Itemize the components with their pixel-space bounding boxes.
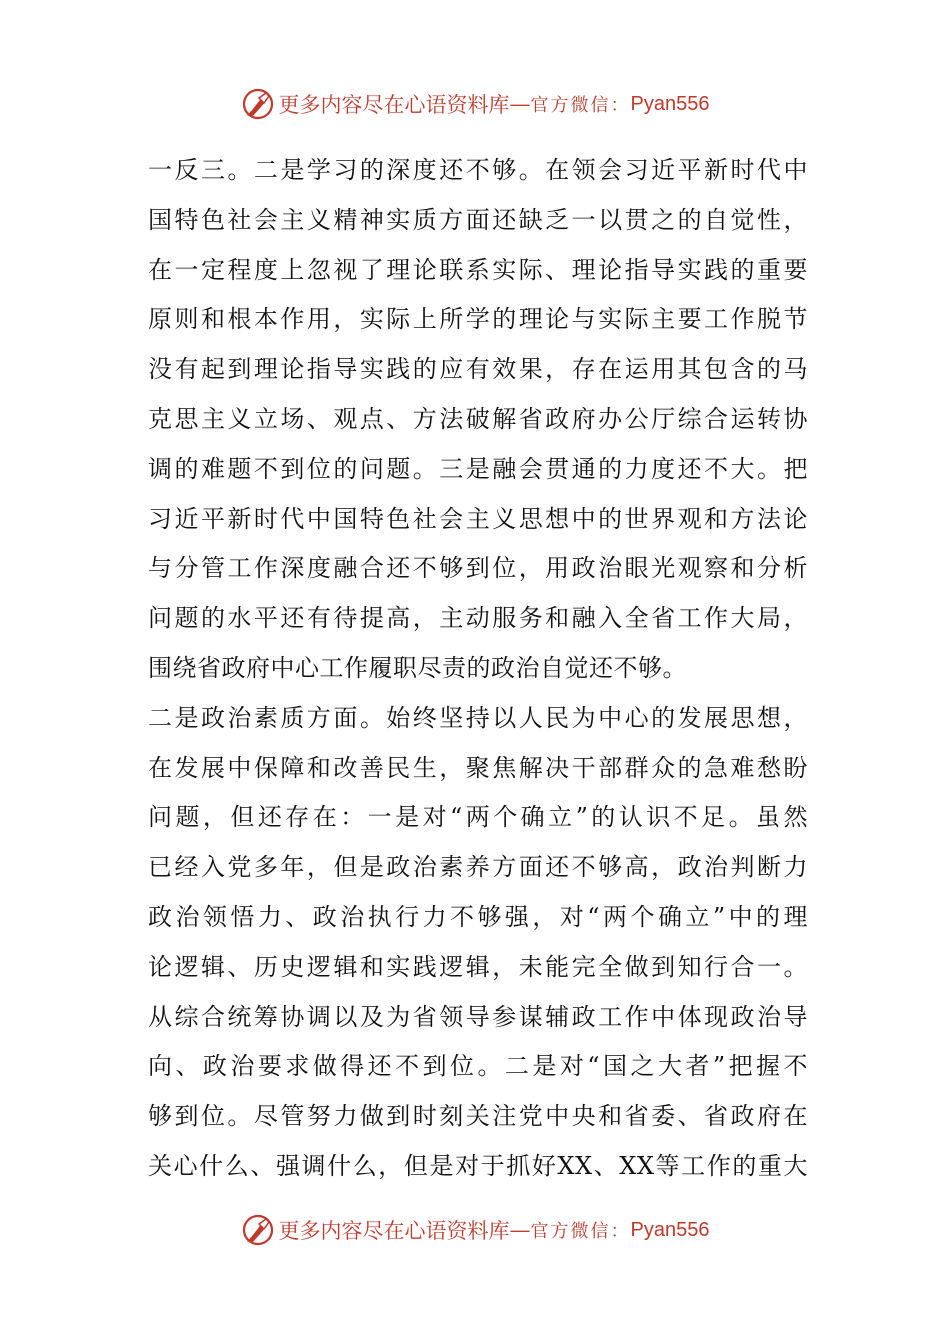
banner-wechat-id: Pyan556 xyxy=(630,92,710,115)
footer-watermark-banner xyxy=(0,1210,950,1250)
text-line: 与分管工作深度融合还不够到位，用政治眼光观察和分析 xyxy=(148,554,808,583)
text-line: 二是政治素质方面。始终坚持以人民为中心的发展思想， xyxy=(148,703,808,732)
text-line: 原则和根本作用，实际上所学的理论与实际主要工作脱节 xyxy=(148,305,808,334)
text-line: 在发展中保障和改善民生，聚焦解决干部群众的急难愁盼 xyxy=(148,753,808,782)
text-line: 关心什么、强调什么，但是对于抓好XX、XX等工作的重大 xyxy=(148,1151,808,1180)
text-line: 围绕省政府中心工作履职尽责的政治自觉还不够。 xyxy=(148,653,687,682)
text-line: 论逻辑、历史逻辑和实践逻辑，未能完全做到知行合一。 xyxy=(148,952,808,981)
text-line: 政治领悟力、政治执行力不够强，对“两个确立”中的理 xyxy=(148,902,808,931)
document-body xyxy=(148,146,808,1192)
text-line: 一反三。二是学习的深度还不够。在领会习近平新时代中 xyxy=(148,156,808,184)
banner-wechat-label: 官方微信： xyxy=(530,1221,631,1242)
pen-nib-logo-icon xyxy=(241,1213,275,1247)
text-line: 问题，但还存在：一是对“两个确立”的认识不足。虽然 xyxy=(148,803,808,832)
text-line: 向、政治要求做得还不到位。二是对“国之大者”把握不 xyxy=(148,1052,808,1081)
text-line: 问题的水平还有待提高，主动服务和融入全省工作大局， xyxy=(148,604,808,633)
text-line: 克思主义立场、观点、方法破解省政府办公厅综合运转协 xyxy=(148,404,808,433)
banner-wechat-id: Pyan556 xyxy=(630,1218,710,1241)
text-line: 国特色社会主义精神实质方面还缺乏一以贯之的自觉性， xyxy=(148,205,808,234)
text-line: 调的难题不到位的问题。三是融会贯通的力度还不大。把 xyxy=(148,454,808,483)
banner-wechat-label: 官方微信： xyxy=(530,95,631,116)
banner-separator: — xyxy=(509,1218,531,1242)
banner-separator: — xyxy=(509,92,531,116)
pen-nib-logo-icon xyxy=(241,87,275,121)
text-line: 已经入党多年，但是政治素养方面还不够高，政治判断力 xyxy=(148,853,808,882)
text-line: 从综合统筹协调以及为省领导参谋辅政工作中体现政治导 xyxy=(148,1002,808,1031)
text-line: 够到位。尽管努力做到时刻关注党中央和省委、省政府在 xyxy=(148,1102,808,1131)
text-line: 没有起到理论指导实践的应有效果，存在运用其包含的马 xyxy=(148,355,808,384)
banner-site-text: 更多内容尽在心语资料库 xyxy=(278,93,510,117)
text-line: 在一定程度上忽视了理论联系实际、理论指导实践的重要 xyxy=(148,255,808,284)
header-watermark-banner xyxy=(0,84,950,124)
text-line: 习近平新时代中国特色社会主义思想中的世界观和方法论 xyxy=(148,504,808,533)
banner-site-text: 更多内容尽在心语资料库 xyxy=(278,1219,510,1243)
